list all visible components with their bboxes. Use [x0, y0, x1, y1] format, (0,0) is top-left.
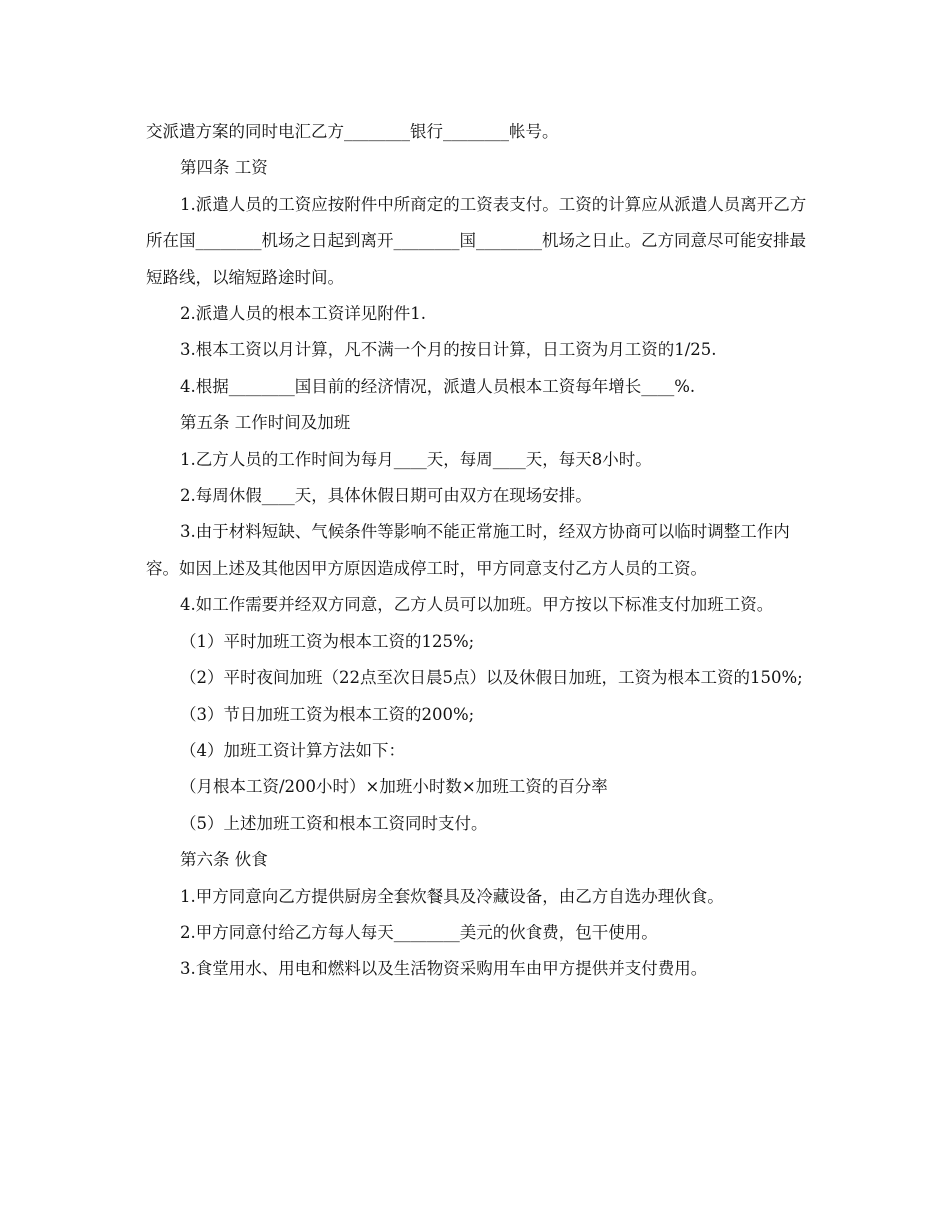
article-6-clause-3: 3.食堂用水、用电和燃料以及生活物资采购用车由甲方提供并支付费用。	[180, 959, 708, 979]
article-5-clause-2: 2.每周休假____天，具体休假日期可由双方在现场安排。	[180, 486, 592, 506]
article-5-clause-4: 4.如工作需要并经双方同意，乙方人员可以加班。甲方按以下标准支付加班工资。	[180, 595, 774, 615]
overtime-item-5: （5）上述加班工资和根本工资同时支付。	[180, 813, 488, 833]
paragraph-continuation: 交派遣方案的同时电汇乙方________银行________帐号。	[146, 122, 559, 141]
document-body	[146, 114, 811, 988]
article-6-clause-1: 1.甲方同意向乙方提供厨房全套炊餐具及冷藏设备，由乙方自选办理伙食。	[180, 886, 724, 906]
article-4-clause-4: 4.根据________国目前的经济情况，派遣人员根本工资每年增长____%.	[180, 376, 696, 396]
overtime-item-1: （1）平时加班工资为根本工资的125%;	[180, 631, 475, 651]
overtime-item-4: （4）加班工资计算方法如下：	[180, 740, 405, 760]
article-5-heading: 第五条 工作时间及加班	[180, 413, 351, 433]
article-5-clause-3: 3.由于材料短缺、气候条件等影响不能正常施工时，经双方协商可以临时调整工作内容。如因上述及其他因甲方原因造成停工时，甲方同意支付乙方人员的工资。	[146, 522, 790, 578]
article-4-heading: 第四条 工资	[180, 158, 268, 178]
article-4-clause-2: 2.派遣人员的根本工资详见附件1.	[180, 304, 426, 324]
overtime-item-2: （2）平时夜间加班（22点至次日晨5点）以及休假日加班，工资为根本工资的150%;	[180, 668, 803, 688]
article-4-clause-3: 3.根本工资以月计算，凡不满一个月的按日计算，日工资为月工资的1/25.	[180, 340, 717, 360]
article-6-heading: 第六条 伙食	[180, 850, 268, 870]
overtime-formula: （月根本工资/200小时）×加班小时数×加班工资的百分率	[180, 777, 608, 797]
article-6-clause-2: 2.甲方同意付给乙方每人每天________美元的伙食费，包干使用。	[180, 922, 658, 942]
article-5-clause-1: 1.乙方人员的工作时间为每月____天，每周____天，每天8小时。	[180, 449, 652, 469]
overtime-item-3: （3）节日加班工资为根本工资的200%;	[180, 704, 475, 724]
article-4-clause-1: 1.派遣人员的工资应按附件中所商定的工资表支付。工资的计算应从派遣人员离开乙方所在国________机场之日起到离开________国________机场之日止。乙方同意尽可能安排最短路线，以缩短路途时间。	[146, 194, 807, 287]
